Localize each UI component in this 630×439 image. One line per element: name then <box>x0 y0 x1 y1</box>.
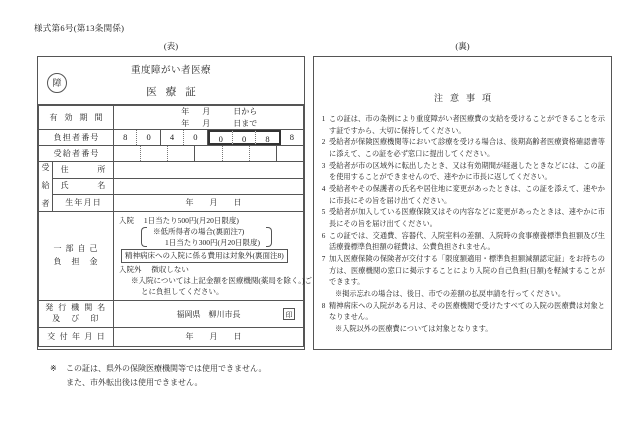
list-item <box>318 231 605 254</box>
birthdate-value[interactable] <box>114 195 304 211</box>
footer-note-line1-wrap <box>50 362 266 376</box>
certificate-title-block <box>38 57 304 105</box>
note-text: この証では、交通費、容器代、入院室料の差額、入院時の食事療養標準負担額及び生活療養標準負担額の経費は、公費負担されません。 <box>329 231 605 252</box>
issue-date-year: 年 <box>185 332 194 342</box>
copayment-body <box>114 212 312 301</box>
issue-date-month: 月 <box>209 332 218 342</box>
outpatient-value: 徴収しない <box>151 264 189 274</box>
medical-certificate-front <box>37 56 312 350</box>
address-value[interactable] <box>114 162 304 178</box>
copayment-label-line2: 負 担 金 <box>53 256 99 266</box>
validity-period-label: 有 効 期 間 <box>39 106 114 130</box>
front-footer-note <box>50 362 266 390</box>
inpatient-amount: 1日当たり500円(月20日限度) <box>143 215 239 225</box>
recipient-digit-5[interactable] <box>223 146 250 161</box>
payer-number-cells <box>114 130 304 146</box>
outpatient-copay-line <box>119 264 301 275</box>
validity-period-value <box>114 106 304 130</box>
front-side-caption: (表) <box>163 41 179 51</box>
payer-digit-6[interactable]: 0 <box>233 130 256 145</box>
copayment-label-line1: 一 部 自 己 <box>53 244 99 254</box>
table-row-payer-number <box>39 130 304 146</box>
copay-footnote-line1: ※入院については上記金額を医療機関(薬局を除く。)ご <box>131 275 312 285</box>
note-number: 6 <box>321 231 326 240</box>
note-number: 5 <box>321 208 326 217</box>
table-row-birthdate <box>39 195 304 211</box>
validity-to-day: 日まで <box>233 118 258 128</box>
issue-date-label: 交 付 年 月 日 <box>39 327 114 346</box>
back-side-caption: (裏) <box>455 41 470 51</box>
address-label: 住 所 <box>53 162 114 178</box>
payer-digit-2[interactable]: 0 <box>137 130 160 145</box>
table-row-issuer <box>39 301 304 328</box>
note-number: 3 <box>321 161 326 170</box>
list-item <box>318 254 605 301</box>
birthdate-month: 月 <box>209 198 218 208</box>
validity-from-row <box>114 106 303 118</box>
issuer-label <box>39 301 114 328</box>
validity-from-day: 日から <box>233 107 258 116</box>
payer-digit-5[interactable]: 0 <box>208 130 233 145</box>
payer-digit-1[interactable]: 8 <box>114 130 137 145</box>
note-main-text: 精神病床への入院がある月は、その医療機関で受けたすべての入院の医療費は対象となりません。 <box>329 301 605 322</box>
issue-date-day: 日 <box>233 332 242 342</box>
note-text <box>329 254 605 301</box>
name-value[interactable] <box>114 178 304 194</box>
issuer-label-line1: 発 行 機 関 名 <box>45 303 107 313</box>
note-text: 受給者が保険医療機関等において診療を受ける場合は、後期高齢者医療資格確認書等に添えて、この証を必ず窓口に提出してください。 <box>329 138 605 158</box>
note-text <box>329 301 605 336</box>
list-item <box>318 137 605 160</box>
disability-seal-mark: 障 <box>47 73 67 93</box>
inpatient-copay-line <box>119 215 301 226</box>
note-number: 8 <box>321 301 326 310</box>
footer-note-line1: この証は、県外の保険医療機関等では使用できません。 <box>66 364 267 373</box>
note-number: 4 <box>321 184 326 193</box>
recipient-number-row <box>114 146 303 161</box>
validity-to-year: 年 <box>181 118 190 128</box>
outpatient-label: 入院外 <box>119 264 142 274</box>
note-main-text: 加入医療保険の保険者が交付する「限度額適用・標準負担額減額認定証」をお持ちの方は、医療機関の窓口に掲示することにより入院の自己負担(日額)を軽減することができます。 <box>329 254 605 287</box>
form-number: 様式第6号(第13条関係) <box>34 23 125 33</box>
list-item <box>318 184 605 207</box>
validity-to-month: 月 <box>202 118 211 128</box>
issue-date-value[interactable] <box>114 327 304 346</box>
copayment-details <box>114 211 312 301</box>
recipient-digit-1[interactable] <box>114 146 141 161</box>
issuer-value-cell <box>114 301 304 328</box>
payer-digit-8[interactable]: 8 <box>289 132 294 143</box>
birthdate-label: 生年月日 <box>53 195 114 211</box>
note-number: 2 <box>321 138 326 147</box>
recipient-group-char-2: 給 <box>41 180 50 190</box>
table-row-copayment <box>39 211 304 301</box>
note-text: 受給者やその保護者の氏名や居住地に変更があったときは、この証を添えて、速やかに市長にその旨を届け出てください。 <box>329 184 605 205</box>
note-number: 7 <box>321 254 326 263</box>
table-row-address <box>39 162 304 178</box>
low-income-note: ※低所得者の場合(裏面注7) <box>153 226 245 236</box>
list-item <box>318 207 605 230</box>
medical-certificate-back <box>313 56 612 350</box>
footer-note-line2: また、市外転出後は使用できません。 <box>66 378 203 387</box>
recipient-number-label: 受給者番号 <box>39 146 114 162</box>
certificate-field-table <box>38 105 312 347</box>
recipient-digit-3[interactable] <box>168 146 195 161</box>
table-row-name <box>39 178 304 194</box>
note-sub-text: ※掲示忘れの場合は、後日、市での差額の払戻申請を行ってください。 <box>335 289 566 298</box>
copayment-label <box>39 211 114 301</box>
recipient-digit-7[interactable] <box>277 146 303 161</box>
payer-number-label: 負担者番号 <box>39 130 114 146</box>
name-label: 氏 名 <box>53 178 114 194</box>
issuer-name: 福岡県 柳川市長 <box>176 309 241 319</box>
low-income-brace-box <box>141 226 272 249</box>
recipient-digit-2[interactable] <box>141 146 168 161</box>
payer-digit-3[interactable]: 4 <box>161 130 184 145</box>
recipient-number-cells <box>114 146 304 162</box>
validity-from-year: 年 <box>181 107 190 116</box>
payer-digit-4[interactable]: 0 <box>184 130 207 145</box>
recipient-digit-6[interactable] <box>250 146 277 161</box>
note-number: 1 <box>321 115 326 123</box>
certificate-title-line2: 医療証 <box>146 87 205 98</box>
note-text: 受給者が加入している医療保険又はその内容などに変更があったときは、速やかに市長にその旨を届け出てください。 <box>329 208 605 228</box>
low-income-brace-group <box>119 226 301 249</box>
recipient-group-char-1: 受 <box>41 163 50 173</box>
note-text: 受給者が市の区域外に転出したとき、又は有効期間が経過したときなどには、この証を使用することができませんので、速やかに市長に返してください。 <box>329 161 605 182</box>
notes-title: 注意事項 <box>433 93 498 103</box>
birthdate-day: 日 <box>233 198 242 208</box>
psych-ward-exclusion-note: 精神病床への入院に係る費用は対象外(裏面注8) <box>121 249 288 262</box>
list-item <box>318 161 605 184</box>
copay-footnote-line2: とに負担してください。 <box>141 287 224 297</box>
table-row-recipient-number <box>39 146 304 162</box>
certificate-title-line1: 重度障がい者医療 <box>130 66 211 76</box>
issuer-label-line2: 及 び 印 <box>52 314 100 324</box>
payer-digit-7[interactable]: 8 <box>256 130 280 145</box>
validity-from-month: 月 <box>202 107 211 116</box>
official-seal-icon: 印 <box>283 308 295 320</box>
list-item <box>318 114 605 137</box>
table-row-issue-date <box>39 327 304 346</box>
table-row-validity-period <box>39 106 304 130</box>
validity-to-row <box>114 118 303 130</box>
birthdate-year: 年 <box>185 198 194 208</box>
list-item <box>318 301 605 336</box>
footer-note-marker: ※ <box>50 364 57 373</box>
inpatient-label: 入院 <box>119 215 134 225</box>
payer-number-row <box>114 130 303 145</box>
notes-list <box>318 114 605 335</box>
note-text: この証は、市の条例により重度障がい者医療費の支給を受けることができることを示す証ですから、大切に保持してください。 <box>329 115 605 135</box>
recipient-group-label <box>39 162 53 211</box>
note-sub-text: ※入院以外の医療費については対象となります。 <box>335 324 493 333</box>
recipient-group-char-3: 者 <box>41 198 50 208</box>
recipient-digit-4[interactable] <box>195 146 222 161</box>
low-income-amount: 1日当たり300円(月20日限度) <box>165 238 260 248</box>
